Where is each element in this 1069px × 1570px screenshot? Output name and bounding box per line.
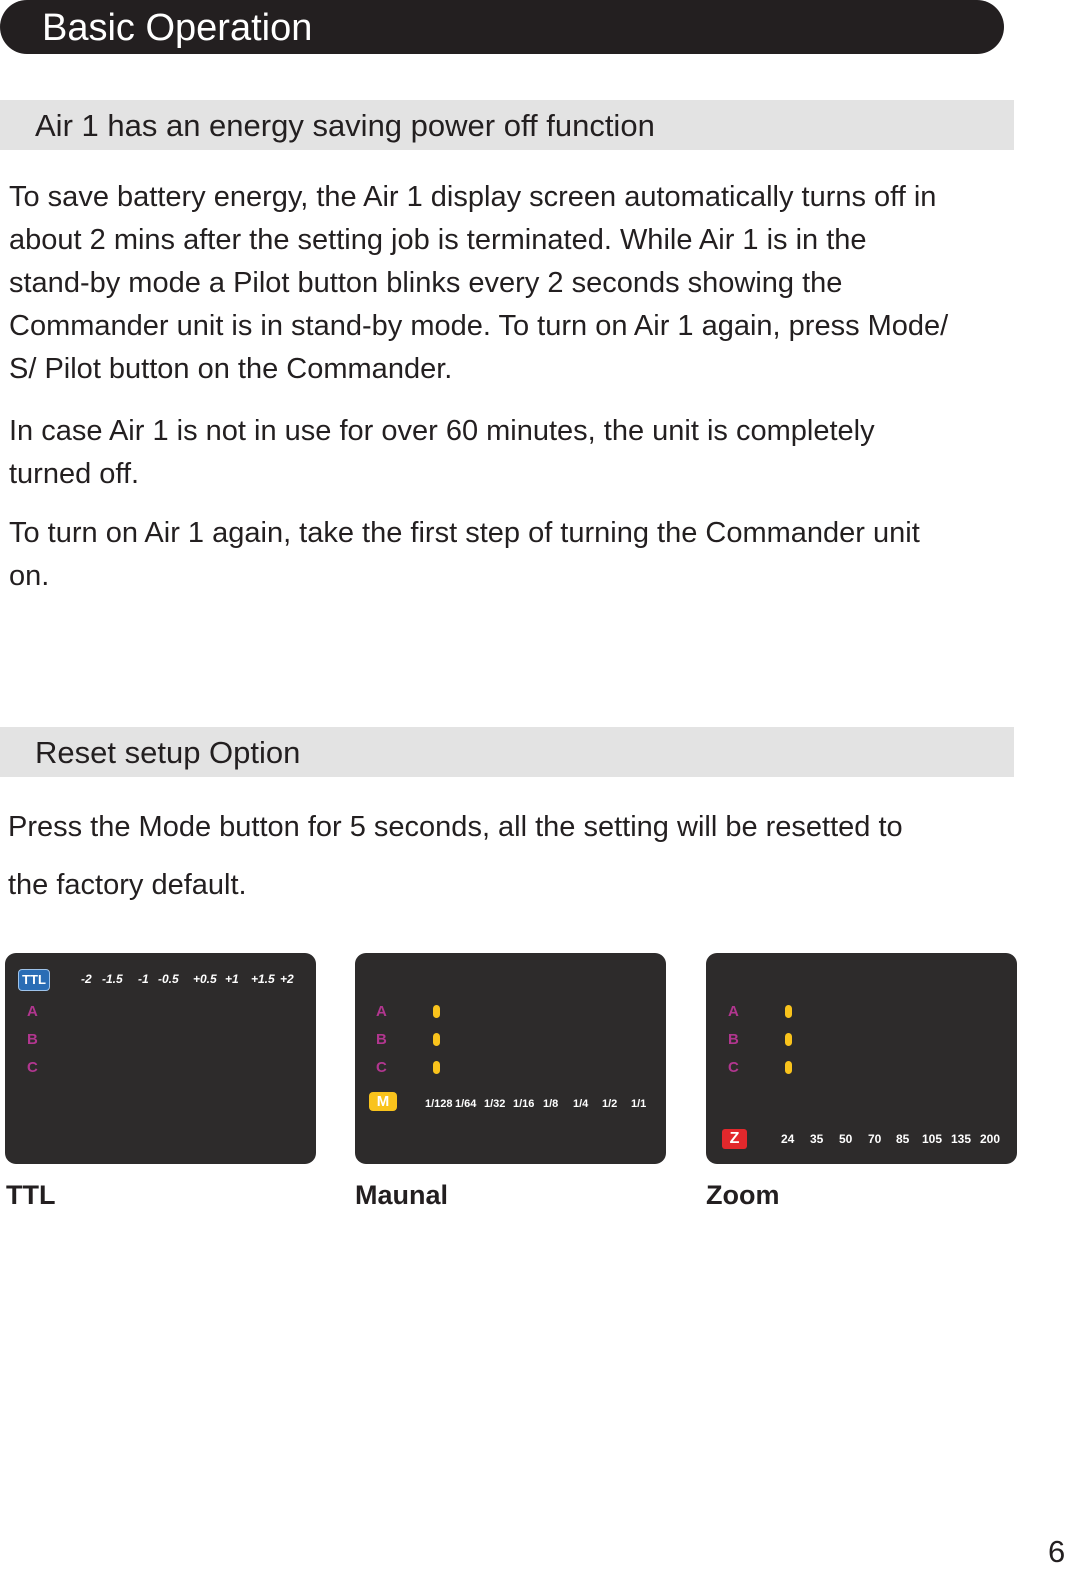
text-line: Commander unit is in stand-by mode. To turn on Air 1 again, press Mode/: [9, 310, 949, 342]
group-c-label: C: [376, 1059, 387, 1076]
ttl-scale-label: +0.5: [193, 972, 217, 986]
manual-scale-label: 1/4: [573, 1098, 589, 1110]
text-line: on.: [9, 560, 50, 592]
reset-line-2: the factory default.: [8, 869, 247, 901]
zoom-scale-label: 35: [810, 1132, 824, 1146]
ttl-scale-label: -2: [81, 972, 92, 986]
ttl-scale-label: +1.5: [251, 972, 275, 986]
zoom-scale-label: 24: [781, 1132, 795, 1146]
group-b-label: B: [376, 1031, 387, 1048]
turn-on-paragraph: [9, 512, 1049, 598]
zoom-scale-label: 105: [922, 1132, 943, 1146]
group-a-indicator: [433, 1005, 440, 1018]
group-c-label: C: [27, 1059, 38, 1076]
text-line: turned off.: [9, 458, 140, 490]
zoom-caption: Zoom: [706, 1180, 780, 1210]
page-number: 6: [1048, 1534, 1066, 1569]
group-a-label: A: [376, 1003, 387, 1020]
manual-scale-label: 1/2: [602, 1098, 618, 1110]
ttl-caption: TTL: [6, 1180, 56, 1210]
ttl-display-panel: [5, 953, 316, 1164]
manual-scale-label: 1/64: [455, 1098, 477, 1110]
zoom-scale-label: 50: [839, 1132, 853, 1146]
text-line: about 2 mins after the setting job is terminated. While Air 1 is in the: [9, 224, 867, 256]
page-title-bar: [0, 0, 1004, 54]
section-heading-reset: [0, 727, 1014, 777]
auto-off-paragraph: [9, 410, 1049, 496]
group-a-label: A: [27, 1003, 38, 1020]
zoom-scale-label: 200: [980, 1132, 1001, 1146]
group-b-indicator: [433, 1033, 440, 1046]
zoom-display-panel: [706, 953, 1017, 1164]
page-title: Basic Operation: [42, 7, 313, 49]
group-b-label: B: [27, 1031, 38, 1048]
manual-caption: Maunal: [355, 1180, 449, 1210]
manual-scale-label: 1/1: [631, 1098, 647, 1110]
ttl-mode-badge: TTL: [18, 969, 50, 991]
ttl-scale-label: +1: [225, 972, 239, 986]
zoom-scale-label: 85: [896, 1132, 910, 1146]
power-off-paragraph: [9, 176, 1049, 391]
zoom-mode-badge: Z: [722, 1129, 747, 1149]
section-heading-power-off: [0, 100, 1014, 150]
manual-scale-label: 1/128: [425, 1098, 453, 1110]
manual-display-panel: [355, 953, 666, 1164]
ttl-scale-label: -1.5: [102, 972, 123, 986]
text-line: stand-by mode a Pilot button blinks every 2 seconds showing the: [9, 267, 843, 299]
manual-scale-label: 1/16: [513, 1098, 535, 1110]
group-b-label: B: [728, 1031, 739, 1048]
group-b-indicator: [785, 1033, 792, 1046]
section-heading-power-off-text: Air 1 has an energy saving power off function: [35, 108, 655, 143]
text-line: S/ Pilot button on the Commander.: [9, 353, 453, 385]
text-line: To save battery energy, the Air 1 display screen automatically turns off in: [9, 181, 937, 213]
group-c-label: C: [728, 1059, 739, 1076]
group-c-indicator: [785, 1061, 792, 1074]
group-c-indicator: [433, 1061, 440, 1074]
zoom-scale-label: 70: [868, 1132, 882, 1146]
text-line: In case Air 1 is not in use for over 60 minutes, the unit is completely: [9, 415, 875, 447]
group-a-label: A: [728, 1003, 739, 1020]
ttl-scale-label: +2: [280, 972, 294, 986]
text-line: To turn on Air 1 again, take the first step of turning the Commander unit: [9, 517, 920, 549]
reset-line-1: Press the Mode button for 5 seconds, all the setting will be resetted to: [8, 811, 903, 843]
ttl-scale-label: -0.5: [158, 972, 179, 986]
manual-scale-label: 1/32: [484, 1098, 506, 1110]
section-heading-reset-text: Reset setup Option: [35, 735, 301, 770]
zoom-scale-label: 135: [951, 1132, 972, 1146]
ttl-scale-label: -1: [138, 972, 149, 986]
manual-mode-badge: M: [369, 1092, 397, 1111]
group-a-indicator: [785, 1005, 792, 1018]
manual-scale-label: 1/8: [543, 1098, 559, 1110]
